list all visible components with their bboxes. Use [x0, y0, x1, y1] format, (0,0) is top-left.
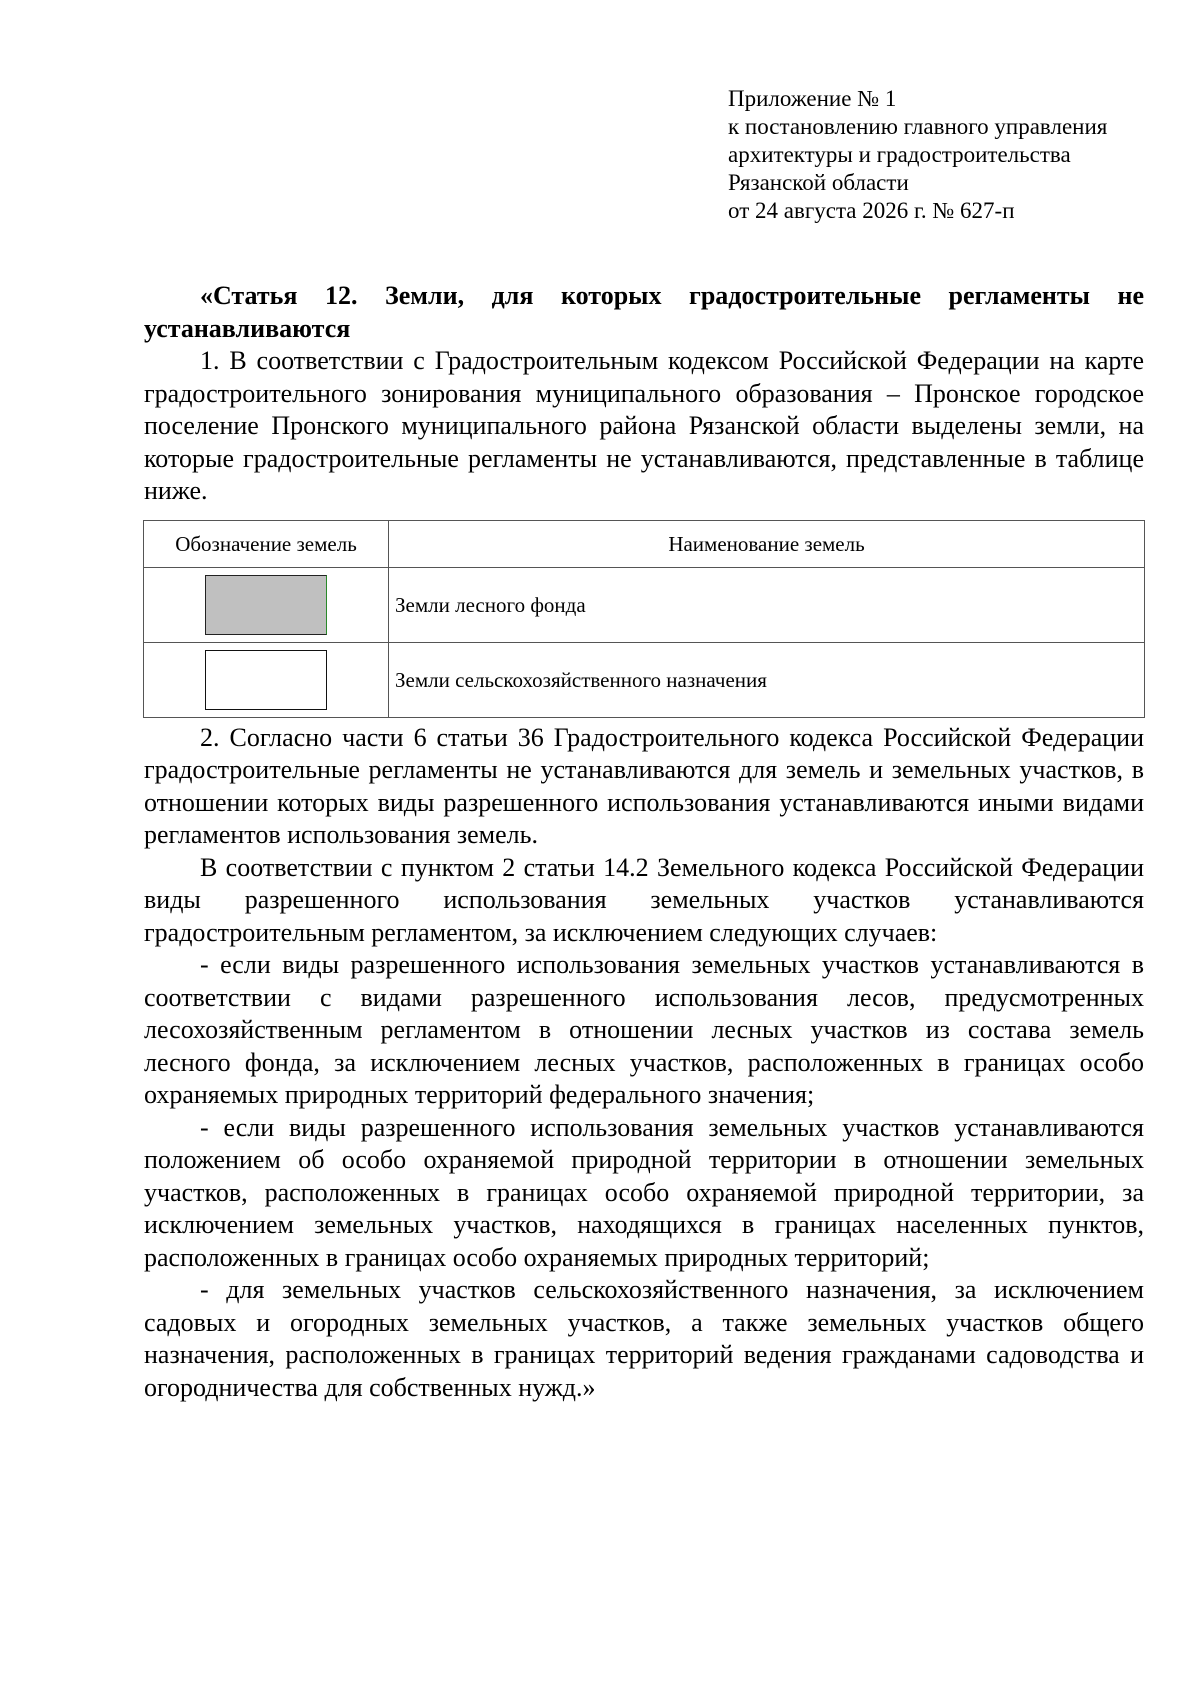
appendix-header — [728, 85, 1168, 225]
agricultural-land-swatch — [205, 650, 327, 710]
paragraph-2: 2. Согласно части 6 статьи 36 Градостроительного кодекса Российской Федерации градостроительные регламенты не устанавливаются для земель и земельных участков, в отношении которых виды разрешенного использования устанавливаются иными видами регламентов использования земель. — [144, 722, 1144, 849]
table-row — [144, 567, 1145, 642]
appendix-line: Рязанской области — [728, 170, 909, 195]
appendix-line: от 24 августа 2026 г. № 627-п — [728, 198, 1015, 223]
appendix-line: к постановлению главного управления — [728, 114, 1108, 139]
table-header-row — [144, 520, 1145, 567]
land-name: Земли сельскохозяйственного назначения — [389, 642, 1145, 717]
symbol-cell — [144, 567, 389, 642]
article-title: «Статья 12. Земли, для которых градостроительные регламенты не устанавливаются — [144, 281, 1144, 343]
document-body — [144, 280, 1144, 1404]
paragraph-3: В соответствии с пунктом 2 статьи 14.2 Земельного кодекса Российской Федерации виды разрешенного использования земельных участков устанавливаются градостроительным регламентом, за исключением следующих случаев: — [144, 852, 1144, 947]
paragraph-1: 1. В соответствии с Градостроительным кодексом Российской Федерации на карте градостроительного зонирования муниципального образования – Пронское городское поселение Пронского муниципального района Рязанской области выделены земли, на которые градостроительные регламенты не устанавливаются, представленные в таблице ниже. — [144, 346, 1144, 505]
bullet-2: - если виды разрешенного использования земельных участков устанавливаются положением об особо охраняемой природной территории в отношении земельных участков, расположенных в границах особо охраняемой природной территории, за исключением земельных участков, находящихся в границах населенных пунктов, расположенных в границах особо охраняемых природных территорий; — [144, 1112, 1144, 1272]
bullet-1: - если виды разрешенного использования земельных участков устанавливаются в соответствии с видами разрешенного использования лесов, предусмотренных лесохозяйственным регламентом в отношении лесных участков из состава земель лесного фонда, за исключением лесных участков, расположенных в границах особо охраняемых природных территорий федерального значения; — [144, 950, 1144, 1109]
lands-table — [143, 520, 1145, 718]
symbol-cell — [144, 642, 389, 717]
appendix-line: Приложение № 1 — [728, 86, 897, 111]
header-symbol: Обозначение земель — [144, 520, 389, 567]
appendix-line: архитектуры и градостроительства — [728, 142, 1071, 167]
header-name: Наименование земель — [389, 520, 1145, 567]
table-row — [144, 642, 1145, 717]
land-name: Земли лесного фонда — [389, 567, 1145, 642]
forest-land-swatch — [205, 575, 327, 635]
bullet-3: - для земельных участков сельскохозяйственного назначения, за исключением садовых и огородных земельных участков, а также земельных участков общего назначения, расположенных в границах территорий ведения гражданами садоводства и огородничества для собственных нужд.» — [144, 1275, 1144, 1402]
